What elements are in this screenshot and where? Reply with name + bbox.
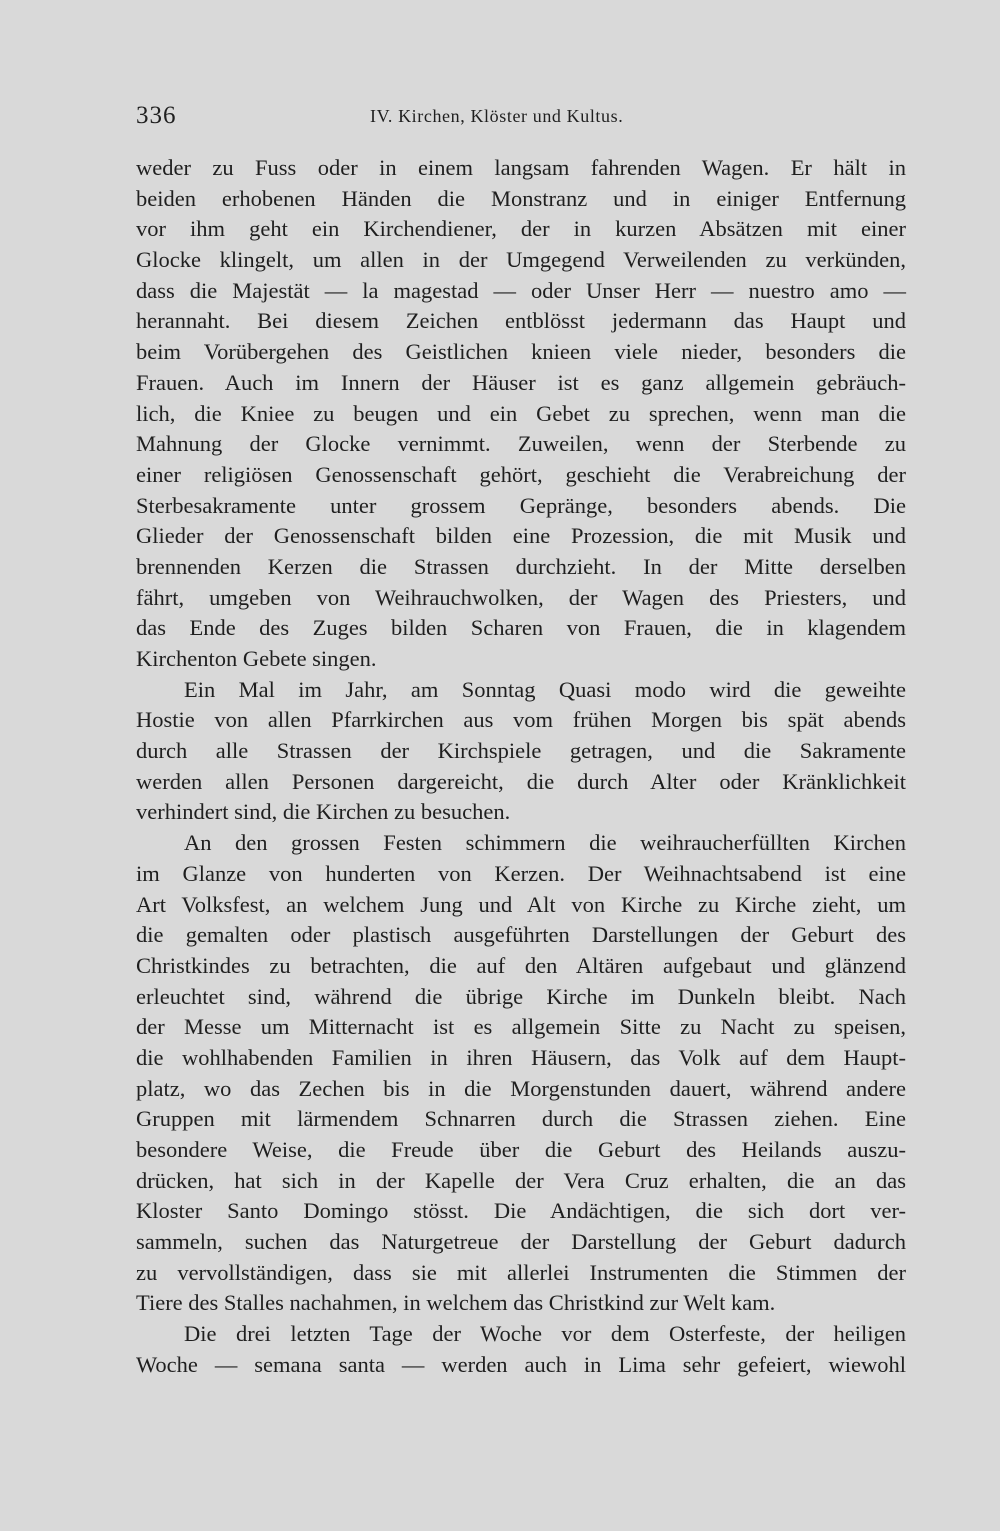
page-header [136,102,906,138]
text-line: Hostie von allen Pfarrkirchen aus vom frühen Morgen bis spät abends [136,707,906,733]
text-line: Glieder der Genossenschaft bilden eine Prozession, die mit Musik und [136,523,906,549]
text-line: drücken, hat sich in der Kapelle der Vera Cruz erhalten, die an das [136,1167,906,1193]
text-line: Tiere des Stalles nachahmen, in welchem das Christkind zur Welt kam. [136,1290,776,1316]
text-line: vor ihm geht ein Kirchendiener, der in kurzen Absätzen mit einer [136,216,906,242]
paragraph-start-line: An den grossen Festen schimmern die weihraucherfüllten Kirchen [184,830,906,856]
text-line: besondere Weise, die Freude über die Geburt des Heilands auszu- [136,1137,906,1162]
text-line: verhindert sind, die Kirchen zu besuchen. [136,799,511,825]
text-line: weder zu Fuss oder in einem langsam fahrenden Wagen. Er hält in [136,155,906,180]
text-line: lich, die Kniee zu beugen und ein Gebet zu sprechen, wenn man die [136,400,906,426]
text-line: erleuchtet sind, während die übrige Kirche im Dunkeln bleibt. Nach [136,983,906,1009]
text-line: Art Volksfest, an welchem Jung und Alt von Kirche zu Kirche zieht, um [136,891,906,917]
text-line: einer religiösen Genossenschaft gehört, geschieht die Verabreichung der [136,461,906,487]
text-line: die gemalten oder plastisch ausgeführten Darstellungen der Geburt des [136,922,906,948]
text-line: sammeln, suchen das Naturgetreue der Darstellung der Geburt dadurch [136,1229,906,1255]
text-line: brennenden Kerzen die Strassen durchzieht. In der Mitte derselben [136,553,906,579]
text-line: im Glanze von hunderten von Kerzen. Der Weihnachtsabend ist eine [136,860,906,886]
text-line: Woche — semana santa — werden auch in Lima sehr gefeiert, wiewohl [136,1351,906,1377]
text-line: Sterbesakramente unter grossem Gepränge, besonders abends. Die [136,492,906,518]
text-line: Frauen. Auch im Innern der Häuser ist es ganz allgemein gebräuch- [136,369,906,395]
text-line: Glocke klingelt, um allen in der Umgegend Verweilenden zu verkünden, [136,247,906,273]
text-line: werden allen Personen dargereicht, die durch Alter oder Kränklichkeit [136,768,906,794]
text-line: der Messe um Mitternacht ist es allgemein Sitte zu Nacht zu speisen, [136,1014,906,1040]
text-line: durch alle Strassen der Kirchspiele getragen, und die Sakramente [136,738,906,764]
text-line: herannaht. Bei diesem Zeichen entblösst jedermann das Haupt und [136,308,906,334]
running-head: IV. Kirchen, Klöster und Kultus. [370,106,624,126]
text-line: beim Vorübergehen des Geistlichen knieen viele nieder, besonders die [136,339,906,365]
text-line: dass die Majestät — la magestad — oder Unser Herr — nuestro amo — [136,277,906,303]
text-line: Kloster Santo Domingo stösst. Die Andächtigen, die sich dort ver- [136,1198,906,1224]
text-line: zu vervollständigen, dass sie mit allerlei Instrumenten die Stimmen der [136,1259,906,1285]
page-number: 336 [136,102,177,129]
text-line: Gruppen mit lärmendem Schnarren durch die Strassen ziehen. Eine [136,1106,906,1132]
text-line: platz, wo das Zechen bis in die Morgenstunden dauert, während andere [136,1075,906,1101]
paragraph-start-line: Die drei letzten Tage der Woche vor dem Osterfeste, der heiligen [184,1321,906,1347]
text-line: Mahnung der Glocke vernimmt. Zuweilen, wenn der Sterbende zu [136,431,906,457]
text-line: die wohlhabenden Familien in ihren Häusern, das Volk auf dem Haupt- [136,1044,906,1070]
text-line: beiden erhobenen Händen die Monstranz und in einiger Entfernung [136,185,906,211]
body-text [136,153,906,1381]
text-line: das Ende des Zuges bilden Scharen von Frauen, die in klagendem [136,615,906,641]
paragraph-start-line: Ein Mal im Jahr, am Sonntag Quasi modo wird die geweihte [184,676,906,702]
text-line: Christkindes zu betrachten, die auf den Altären aufgebaut und glänzend [136,952,906,978]
text-line: fährt, umgeben von Weihrauchwolken, der Wagen des Priesters, und [136,584,906,610]
text-line: Kirchenton Gebete singen. [136,646,377,671]
